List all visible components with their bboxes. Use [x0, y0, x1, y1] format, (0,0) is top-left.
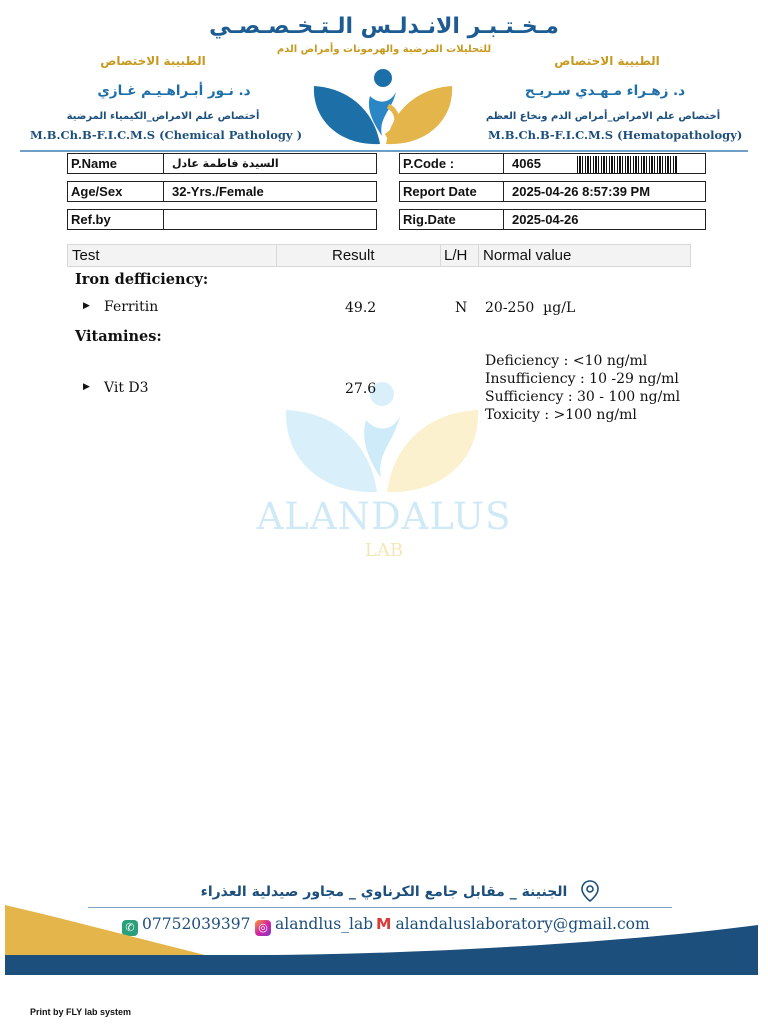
- test-normal-value: Insufficiency : 10 -29 ng/ml: [485, 371, 679, 387]
- patient-name-box: [67, 153, 377, 174]
- test-result: 49.2: [345, 300, 377, 316]
- header-divider: [20, 150, 748, 152]
- right-doctor-degree: M.B.Ch.B-F.I.C.M.S (Hematopathology): [488, 128, 743, 142]
- watermark-logo-icon: [282, 380, 482, 500]
- test-normal-value: Toxicity : >100 ng/ml: [485, 407, 637, 423]
- patient-name-label: P.Name: [68, 154, 164, 173]
- section-title: Vitamines:: [75, 328, 162, 345]
- rig-date-box: [399, 209, 706, 230]
- lab-name: مـخـتـبـر الانـدلـس الـتـخـصـصـي: [209, 14, 559, 39]
- bullet-arrow-icon: ▶: [83, 382, 90, 392]
- test-name: Vit D3: [104, 380, 149, 396]
- patient-code-label: P.Code :: [400, 154, 504, 173]
- col-test: Test: [72, 247, 100, 264]
- left-doctor-name: د. نـور أبـراهـيـم غـازي: [97, 83, 251, 99]
- email-address: alandaluslaboratory@gmail.com: [395, 915, 650, 933]
- left-doctor-degree: M.B.Ch.B-F.I.C.M.S (Chemical Pathology ): [30, 128, 303, 142]
- age-sex-value: 32-Yrs./Female: [172, 184, 264, 199]
- test-normal-value: 20-250 µg/L: [485, 300, 576, 316]
- whatsapp-icon: ✆: [122, 920, 138, 936]
- location-pin-icon: [579, 879, 601, 903]
- rig-date-value: 2025-04-26: [512, 212, 579, 227]
- test-name: Ferritin: [104, 299, 159, 315]
- col-divider: [478, 245, 479, 266]
- instagram-icon: ◎: [255, 920, 271, 936]
- gmail-icon: M: [376, 915, 392, 933]
- right-doctor-specialty: أختصاص علم الامراض_أمراض الدم ونخاع العظم: [485, 111, 721, 122]
- print-by-text: Print by FLY lab system: [30, 1007, 132, 1017]
- watermark-text: ALANDALUS: [256, 495, 512, 538]
- address-text: الجنينة _ مقابل جامع الكرناوي _ مجاور صيدلية العذراء: [200, 884, 568, 900]
- patient-name-value: السيدة فاطمة عادل: [172, 157, 279, 170]
- right-doctor-role: الطبيبة الاختصاص: [554, 54, 660, 68]
- lab-subtitle: للتحليلات المرضية والهرمونات وأمراض الدم: [276, 44, 492, 55]
- left-doctor-specialty: أختصاص علم الامراض_الكيمياء المرضية: [66, 111, 260, 122]
- lab-logo-icon: [308, 66, 458, 150]
- instagram-handle: alandlus_lab: [275, 915, 374, 933]
- report-date-box: [399, 181, 706, 202]
- footer-wave-decoration: [5, 905, 758, 975]
- left-doctor-role: الطبيبة الاختصاص: [100, 54, 206, 68]
- barcode-icon: [577, 156, 677, 173]
- results-table-header: [67, 244, 691, 267]
- age-sex-label: Age/Sex: [68, 182, 164, 201]
- col-lh: L/H: [444, 247, 468, 264]
- col-result: Result: [332, 247, 375, 264]
- rig-date-label: Rig.Date: [400, 210, 504, 229]
- col-normal: Normal value: [483, 247, 572, 264]
- col-divider: [440, 245, 441, 266]
- test-result: 27.6: [345, 381, 377, 397]
- test-flag: N: [455, 300, 468, 316]
- age-sex-box: [67, 181, 377, 202]
- bullet-arrow-icon: ▶: [83, 301, 90, 311]
- test-normal-value: Deficiency : <10 ng/ml: [485, 353, 648, 369]
- right-doctor-name: د. زهـراء مـهـدي سـريـح: [524, 83, 686, 99]
- report-date-label: Report Date: [400, 182, 504, 201]
- patient-code-value: 4065: [512, 156, 541, 171]
- ref-by-box: [67, 209, 377, 230]
- section-title: Iron defficiency:: [75, 271, 209, 288]
- ref-by-label: Ref.by: [68, 210, 164, 229]
- report-date-value: 2025-04-26 8:57:39 PM: [512, 184, 651, 199]
- col-divider: [276, 245, 277, 266]
- test-normal-value: Sufficiency : 30 - 100 ng/ml: [485, 389, 681, 405]
- watermark-sub: LAB: [364, 540, 404, 561]
- phone-number: 07752039397: [142, 915, 251, 933]
